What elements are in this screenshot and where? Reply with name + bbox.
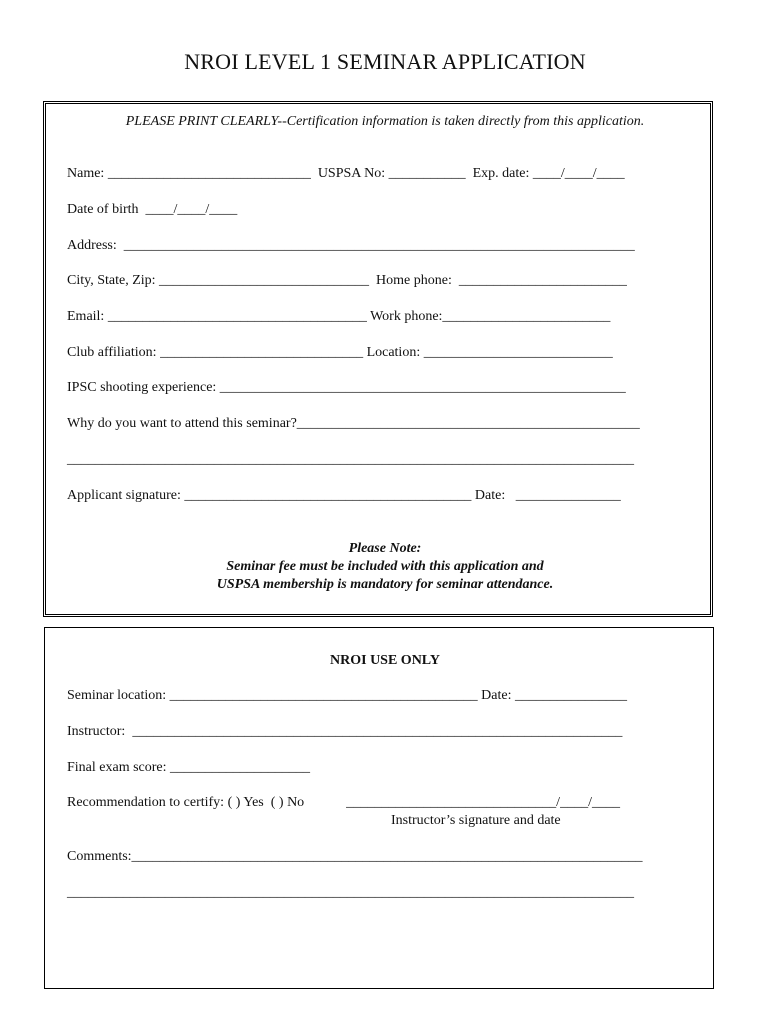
reason-attend-field[interactable]: Why do you want to attend this seminar?_________________________________________________ [67,416,640,431]
ipsc-experience-field[interactable]: IPSC shooting experience: __________________________________________________________ [67,380,626,395]
seminar-location-date-field[interactable]: Seminar location: ____________________________________________ Date: ________________ [67,688,627,703]
city-home-phone-field[interactable]: City, State, Zip: ______________________________ Home phone: ________________________ [67,273,627,288]
comments-continuation-field[interactable]: _________________________________________________________________________________ [67,885,634,900]
instructor-field[interactable]: Instructor: ______________________________________________________________________ [67,724,623,739]
date-of-birth-field[interactable]: Date of birth ____/____/____ [67,202,238,217]
email-work-phone-field[interactable]: Email: _____________________________________ Work phone:________________________ [67,309,611,324]
note-line-fee: Seminar fee must be included with this application and [226,559,544,574]
nroi-use-only-heading: NROI USE ONLY [330,653,440,668]
comments-field[interactable]: Comments:_________________________________________________________________________ [67,849,643,864]
note-heading: Please Note: [348,541,422,556]
instructor-signature-caption: Instructor’s signature and date [391,813,561,828]
club-location-field[interactable]: Club affiliation: _____________________________ Location: ___________________________ [67,345,613,360]
reason-continuation-field[interactable]: _________________________________________________________________________________ [67,452,634,467]
note-line-membership: USPSA membership is mandatory for seminar attendance. [216,577,554,592]
instructions-text: PLEASE PRINT CLEARLY--Certification information is taken directly from this application. [125,114,645,129]
name-uspsa-expdate-field[interactable]: Name: _____________________________ USPSA No: ___________ Exp. date: ____/____/____ [67,166,625,181]
address-field[interactable]: Address: _________________________________________________________________________ [67,238,635,253]
page-title: NROI LEVEL 1 SEMINAR APPLICATION [184,49,586,74]
final-exam-score-field[interactable]: Final exam score: ____________________ [67,760,311,775]
recommendation-signature-field[interactable]: Recommendation to certify: ( ) Yes ( ) No ______________________________/____/____ [67,795,620,810]
applicant-signature-date-field[interactable]: Applicant signature: _________________________________________ Date: _______________ [67,488,621,503]
